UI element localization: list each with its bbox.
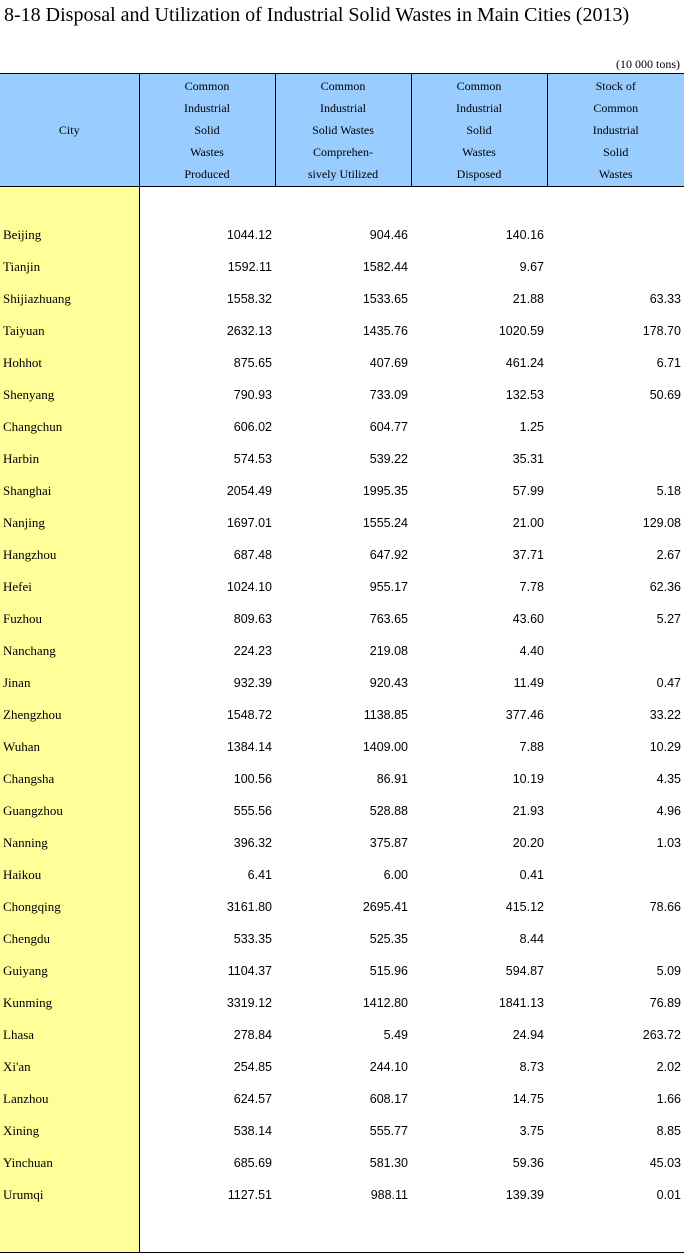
city-name: Kunming	[0, 987, 139, 1019]
table-row	[0, 763, 684, 795]
value-cell: 62.36	[547, 571, 684, 603]
value-cell: 45.03	[547, 1147, 684, 1179]
table-row	[0, 1115, 684, 1147]
unit-label: (10 000 tons)	[616, 57, 680, 72]
column-header-line: Comprehen-	[276, 141, 411, 163]
value-cell: 1592.11	[139, 251, 275, 283]
city-name: Changchun	[0, 411, 139, 443]
value-cell: 63.33	[547, 283, 684, 315]
city-name: Guangzhou	[0, 795, 139, 827]
value-cell: 1548.72	[139, 699, 275, 731]
city-name: Changsha	[0, 763, 139, 795]
column-header-line: Solid	[412, 119, 547, 141]
column-header-line: Common	[140, 75, 275, 97]
table-row	[0, 251, 684, 283]
value-cell: 6.00	[275, 859, 411, 891]
value-cell: 594.87	[411, 955, 547, 987]
column-header-line: City	[0, 119, 139, 141]
table-row	[0, 827, 684, 859]
city-name: Fuzhou	[0, 603, 139, 635]
table-row	[0, 667, 684, 699]
value-cell: 604.77	[275, 411, 411, 443]
value-cell: 1384.14	[139, 731, 275, 763]
value-cell: 624.57	[139, 1083, 275, 1115]
city-name: Hangzhou	[0, 539, 139, 571]
city-name: Chengdu	[0, 923, 139, 955]
value-cell: 555.77	[275, 1115, 411, 1147]
column-header-line: Disposed	[412, 163, 547, 185]
value-cell: 1.03	[547, 827, 684, 859]
value-cell: 875.65	[139, 347, 275, 379]
value-cell: 1.25	[411, 411, 547, 443]
value-cell: 4.35	[547, 763, 684, 795]
value-cell: 14.75	[411, 1083, 547, 1115]
city-name: Shijiazhuang	[0, 283, 139, 315]
value-cell: 555.56	[139, 795, 275, 827]
value-cell: 538.14	[139, 1115, 275, 1147]
city-name: Wuhan	[0, 731, 139, 763]
value-cell: 2.02	[547, 1051, 684, 1083]
table-row	[0, 315, 684, 347]
column-header	[411, 74, 547, 187]
value-cell: 1044.12	[139, 219, 275, 251]
city-name: Taiyuan	[0, 315, 139, 347]
spacer-cell	[139, 187, 275, 220]
table-row	[0, 635, 684, 667]
city-name: Jinan	[0, 667, 139, 699]
value-cell: 608.17	[275, 1083, 411, 1115]
value-cell: 21.00	[411, 507, 547, 539]
column-header	[139, 74, 275, 187]
value-cell: 0.41	[411, 859, 547, 891]
value-cell: 8.85	[547, 1115, 684, 1147]
value-cell: 263.72	[547, 1019, 684, 1051]
value-cell: 219.08	[275, 635, 411, 667]
value-cell: 1412.80	[275, 987, 411, 1019]
value-cell: 525.35	[275, 923, 411, 955]
value-cell: 43.60	[411, 603, 547, 635]
value-cell: 78.66	[547, 891, 684, 923]
value-cell: 33.22	[547, 699, 684, 731]
value-cell: 11.49	[411, 667, 547, 699]
value-cell: 224.23	[139, 635, 275, 667]
value-cell: 904.46	[275, 219, 411, 251]
value-cell: 5.09	[547, 955, 684, 987]
spacer-cell	[411, 187, 547, 220]
spacer-cell	[411, 1211, 547, 1253]
column-header-line: Industrial	[548, 119, 684, 141]
table-row	[0, 1083, 684, 1115]
column-header-line: Wastes	[412, 141, 547, 163]
value-cell: 0.01	[547, 1179, 684, 1211]
value-cell: 790.93	[139, 379, 275, 411]
value-cell: 0.47	[547, 667, 684, 699]
column-header-line: Industrial	[276, 97, 411, 119]
value-cell: 5.18	[547, 475, 684, 507]
value-cell	[547, 411, 684, 443]
value-cell: 5.27	[547, 603, 684, 635]
value-cell: 1409.00	[275, 731, 411, 763]
value-cell: 37.71	[411, 539, 547, 571]
table-row	[0, 411, 684, 443]
table-row	[0, 699, 684, 731]
value-cell: 86.91	[275, 763, 411, 795]
value-cell: 278.84	[139, 1019, 275, 1051]
table-row	[0, 1051, 684, 1083]
column-header	[547, 74, 684, 187]
table-row	[0, 475, 684, 507]
value-cell: 687.48	[139, 539, 275, 571]
column-header-line: Solid Wastes	[276, 119, 411, 141]
city-name: Shanghai	[0, 475, 139, 507]
value-cell	[547, 251, 684, 283]
value-cell: 5.49	[275, 1019, 411, 1051]
value-cell: 581.30	[275, 1147, 411, 1179]
column-header-line: Industrial	[412, 97, 547, 119]
city-name: Nanjing	[0, 507, 139, 539]
column-header-line: Wastes	[140, 141, 275, 163]
column-header	[0, 74, 139, 187]
value-cell: 1697.01	[139, 507, 275, 539]
spacer-cell	[275, 187, 411, 220]
table-row	[0, 507, 684, 539]
value-cell: 8.73	[411, 1051, 547, 1083]
value-cell: 10.29	[547, 731, 684, 763]
value-cell: 1020.59	[411, 315, 547, 347]
value-cell: 733.09	[275, 379, 411, 411]
table-row	[0, 443, 684, 475]
value-cell: 2632.13	[139, 315, 275, 347]
value-cell: 1435.76	[275, 315, 411, 347]
spacer-row	[0, 1211, 684, 1253]
value-cell: 178.70	[547, 315, 684, 347]
table-row	[0, 859, 684, 891]
value-cell: 24.94	[411, 1019, 547, 1051]
table-row	[0, 795, 684, 827]
page-title: 8-18 Disposal and Utilization of Industrial Solid Wastes in Main Cities (2013)	[4, 4, 629, 27]
column-header-line: Solid	[548, 141, 684, 163]
city-name: Guiyang	[0, 955, 139, 987]
column-header-line: Solid	[140, 119, 275, 141]
column-header-line: Common	[548, 97, 684, 119]
value-cell: 139.39	[411, 1179, 547, 1211]
value-cell: 132.53	[411, 379, 547, 411]
value-cell: 4.40	[411, 635, 547, 667]
value-cell: 809.63	[139, 603, 275, 635]
table-row	[0, 571, 684, 603]
column-header-line: Industrial	[140, 97, 275, 119]
city-name: Harbin	[0, 443, 139, 475]
spacer-cell	[0, 1211, 139, 1253]
value-cell: 533.35	[139, 923, 275, 955]
table-row	[0, 219, 684, 251]
value-cell: 1.66	[547, 1083, 684, 1115]
value-cell: 1558.32	[139, 283, 275, 315]
value-cell: 6.71	[547, 347, 684, 379]
city-name: Shenyang	[0, 379, 139, 411]
value-cell: 515.96	[275, 955, 411, 987]
value-cell: 76.89	[547, 987, 684, 1019]
waste-table	[0, 73, 684, 1253]
value-cell: 7.88	[411, 731, 547, 763]
city-name: Hefei	[0, 571, 139, 603]
city-name: Nanchang	[0, 635, 139, 667]
value-cell: 647.92	[275, 539, 411, 571]
value-cell: 21.93	[411, 795, 547, 827]
value-cell: 1582.44	[275, 251, 411, 283]
table-row	[0, 891, 684, 923]
table-row	[0, 539, 684, 571]
column-header-line: Common	[276, 75, 411, 97]
city-name: Haikou	[0, 859, 139, 891]
value-cell: 528.88	[275, 795, 411, 827]
value-cell: 21.88	[411, 283, 547, 315]
spacer-cell	[139, 1211, 275, 1253]
value-cell: 244.10	[275, 1051, 411, 1083]
city-name: Xi'an	[0, 1051, 139, 1083]
value-cell	[547, 219, 684, 251]
table-row	[0, 347, 684, 379]
value-cell: 377.46	[411, 699, 547, 731]
value-cell: 415.12	[411, 891, 547, 923]
column-header-line: Wastes	[548, 163, 684, 185]
header-row	[0, 74, 684, 187]
value-cell: 396.32	[139, 827, 275, 859]
city-name: Zhengzhou	[0, 699, 139, 731]
value-cell: 988.11	[275, 1179, 411, 1211]
table-row	[0, 731, 684, 763]
value-cell: 920.43	[275, 667, 411, 699]
value-cell: 254.85	[139, 1051, 275, 1083]
city-name: Urumqi	[0, 1179, 139, 1211]
value-cell: 100.56	[139, 763, 275, 795]
table-row	[0, 379, 684, 411]
city-name: Yinchuan	[0, 1147, 139, 1179]
value-cell: 1533.65	[275, 283, 411, 315]
value-cell: 407.69	[275, 347, 411, 379]
column-header-line: Produced	[140, 163, 275, 185]
value-cell: 50.69	[547, 379, 684, 411]
table-row	[0, 603, 684, 635]
value-cell: 1104.37	[139, 955, 275, 987]
value-cell: 955.17	[275, 571, 411, 603]
value-cell: 10.19	[411, 763, 547, 795]
city-name: Lhasa	[0, 1019, 139, 1051]
value-cell: 8.44	[411, 923, 547, 955]
value-cell: 3319.12	[139, 987, 275, 1019]
value-cell: 57.99	[411, 475, 547, 507]
value-cell: 20.20	[411, 827, 547, 859]
value-cell	[547, 635, 684, 667]
value-cell: 140.16	[411, 219, 547, 251]
column-header	[275, 74, 411, 187]
value-cell: 685.69	[139, 1147, 275, 1179]
value-cell: 3161.80	[139, 891, 275, 923]
value-cell: 1555.24	[275, 507, 411, 539]
city-name: Chongqing	[0, 891, 139, 923]
spacer-row	[0, 187, 684, 220]
table-body	[0, 187, 684, 1253]
column-header-line: Stock of	[548, 75, 684, 97]
value-cell: 3.75	[411, 1115, 547, 1147]
table-row	[0, 987, 684, 1019]
city-name: Hohhot	[0, 347, 139, 379]
value-cell: 461.24	[411, 347, 547, 379]
value-cell: 375.87	[275, 827, 411, 859]
value-cell	[547, 859, 684, 891]
value-cell: 606.02	[139, 411, 275, 443]
value-cell: 59.36	[411, 1147, 547, 1179]
value-cell	[547, 923, 684, 955]
value-cell: 6.41	[139, 859, 275, 891]
value-cell: 35.31	[411, 443, 547, 475]
spacer-cell	[547, 1211, 684, 1253]
value-cell: 2054.49	[139, 475, 275, 507]
column-header-line: Common	[412, 75, 547, 97]
value-cell: 1995.35	[275, 475, 411, 507]
value-cell: 129.08	[547, 507, 684, 539]
city-name: Tianjin	[0, 251, 139, 283]
value-cell: 539.22	[275, 443, 411, 475]
value-cell: 2.67	[547, 539, 684, 571]
table-row	[0, 923, 684, 955]
city-name: Xining	[0, 1115, 139, 1147]
table-row	[0, 283, 684, 315]
city-name: Lanzhou	[0, 1083, 139, 1115]
table-row	[0, 1147, 684, 1179]
value-cell: 574.53	[139, 443, 275, 475]
spacer-cell	[547, 187, 684, 220]
value-cell	[547, 443, 684, 475]
table-row	[0, 1179, 684, 1211]
value-cell: 9.67	[411, 251, 547, 283]
value-cell: 763.65	[275, 603, 411, 635]
city-name: Nanning	[0, 827, 139, 859]
table-row	[0, 1019, 684, 1051]
value-cell: 1138.85	[275, 699, 411, 731]
value-cell: 932.39	[139, 667, 275, 699]
value-cell: 1024.10	[139, 571, 275, 603]
value-cell: 1127.51	[139, 1179, 275, 1211]
spacer-cell	[275, 1211, 411, 1253]
column-header-line: sively Utilized	[276, 163, 411, 185]
value-cell: 2695.41	[275, 891, 411, 923]
value-cell: 1841.13	[411, 987, 547, 1019]
value-cell: 4.96	[547, 795, 684, 827]
spacer-cell	[0, 187, 139, 220]
data-table-container	[0, 73, 684, 1253]
city-name: Beijing	[0, 219, 139, 251]
value-cell: 7.78	[411, 571, 547, 603]
table-row	[0, 955, 684, 987]
